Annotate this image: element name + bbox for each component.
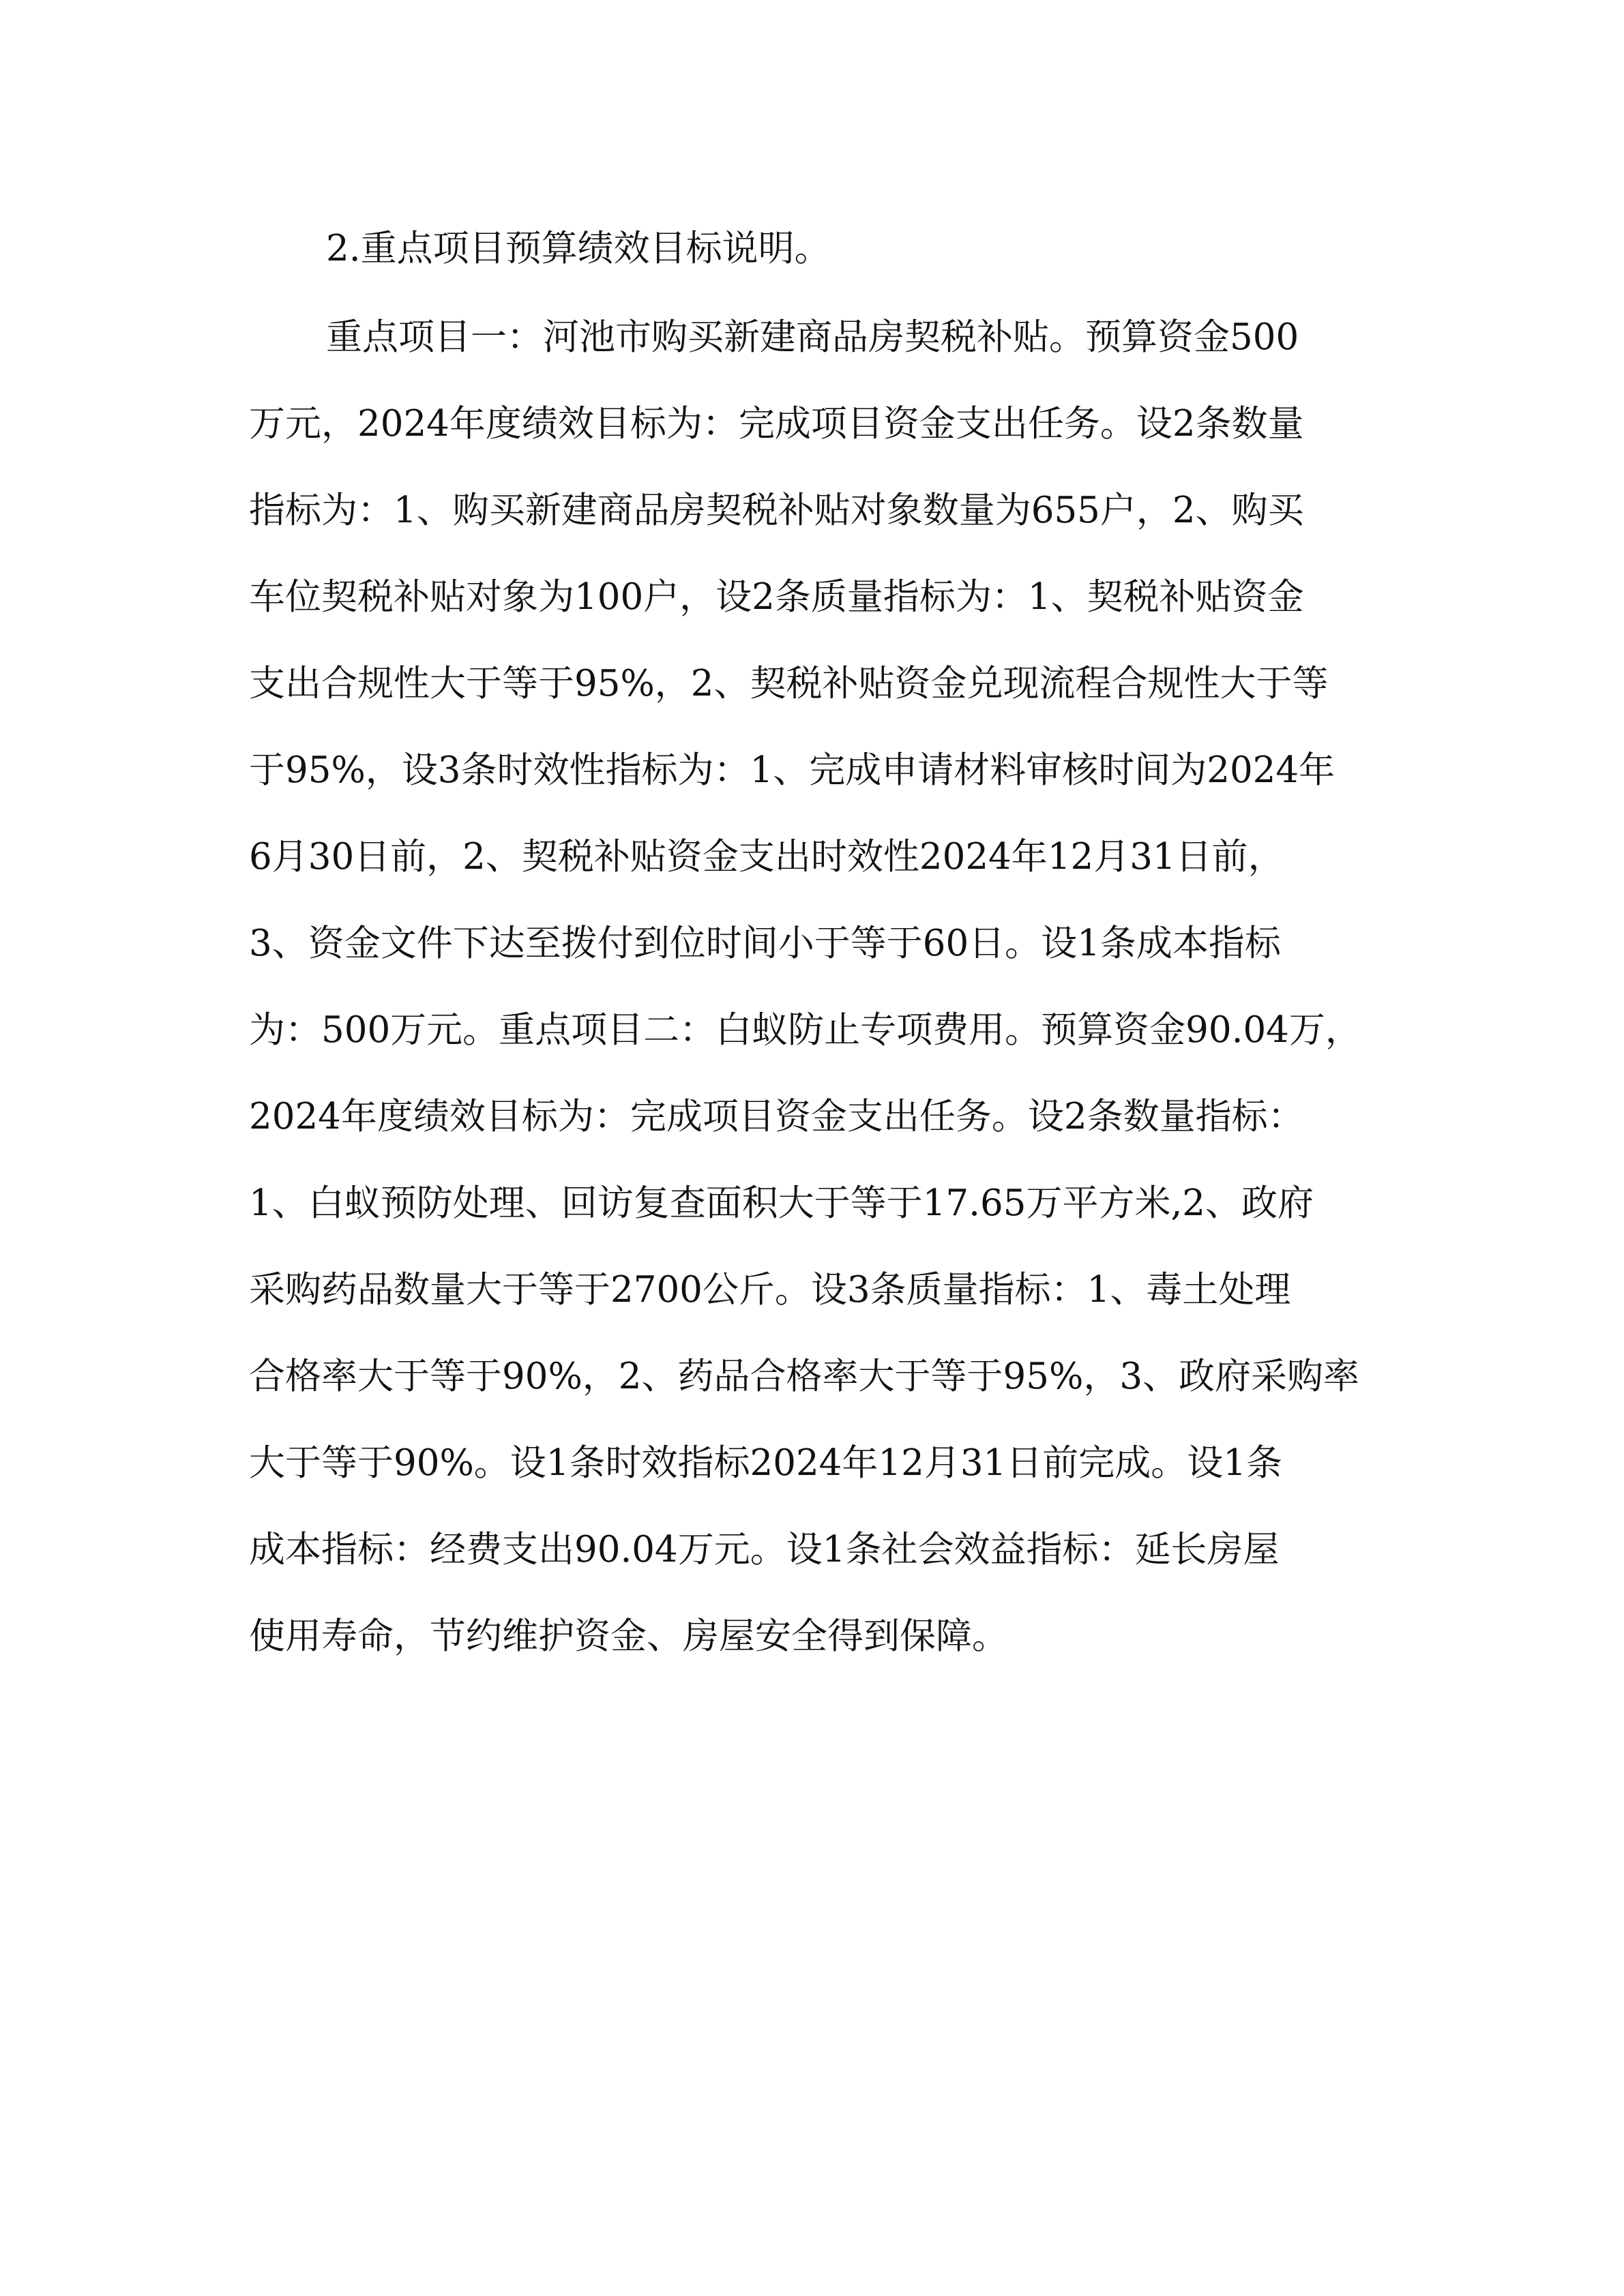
paragraph-line: 大于等于90%。设1条时效指标2024年12月31日前完成。设1条	[249, 1442, 1283, 1484]
paragraph-line: 重点项目一：河池市购买新建商品房契税补贴。预算资金500	[326, 316, 1299, 358]
paragraph-line: 支出合规性大于等于95%，2、契税补贴资金兑现流程合规性大于等	[249, 663, 1329, 704]
paragraph-line: 车位契税补贴对象为100户，设2条质量指标为：1、契税补贴资金	[249, 576, 1304, 618]
section-heading: 2.重点项目预算绩效目标说明。	[326, 228, 831, 269]
paragraph-line: 1、白蚁预防处理、回访复查面积大于等于17.65万平方米,2、政府	[249, 1182, 1314, 1224]
paragraph-line: 6月30日前，2、契税补贴资金支出时效性2024年12月31日前，	[249, 836, 1284, 878]
paragraph-line: 成本指标：经费支出90.04万元。设1条社会效益指标：延长房屋	[249, 1529, 1280, 1570]
paragraph-line: 万元，2024年度绩效目标为：完成项目资金支出任务。设2条数量	[249, 403, 1304, 445]
paragraph-line: 采购药品数量大于等于2700公斤。设3条质量指标：1、毒土处理	[249, 1269, 1291, 1311]
paragraph-line: 合格率大于等于90%，2、药品合格率大于等于95%，3、政府采购率	[249, 1356, 1360, 1397]
paragraph-line: 2024年度绩效目标为：完成项目资金支出任务。设2条数量指标：	[249, 1096, 1304, 1137]
paragraph-line: 为：500万元。重点项目二：白蚁防止专项费用。预算资金90.04万，	[249, 1009, 1361, 1051]
paragraph-line: 3、资金文件下达至拨付到位时间小于等于60日。设1条成本指标	[249, 923, 1281, 964]
paragraph-line: 使用寿命，节约维护资金、房屋安全得到保障。	[249, 1615, 1008, 1657]
paragraph-line: 指标为：1、购买新建商品房契税补贴对象数量为655户，2、购买	[249, 490, 1304, 531]
paragraph-line: 于95%，设3条时效性指标为：1、完成申请材料审核时间为2024年	[249, 749, 1335, 791]
